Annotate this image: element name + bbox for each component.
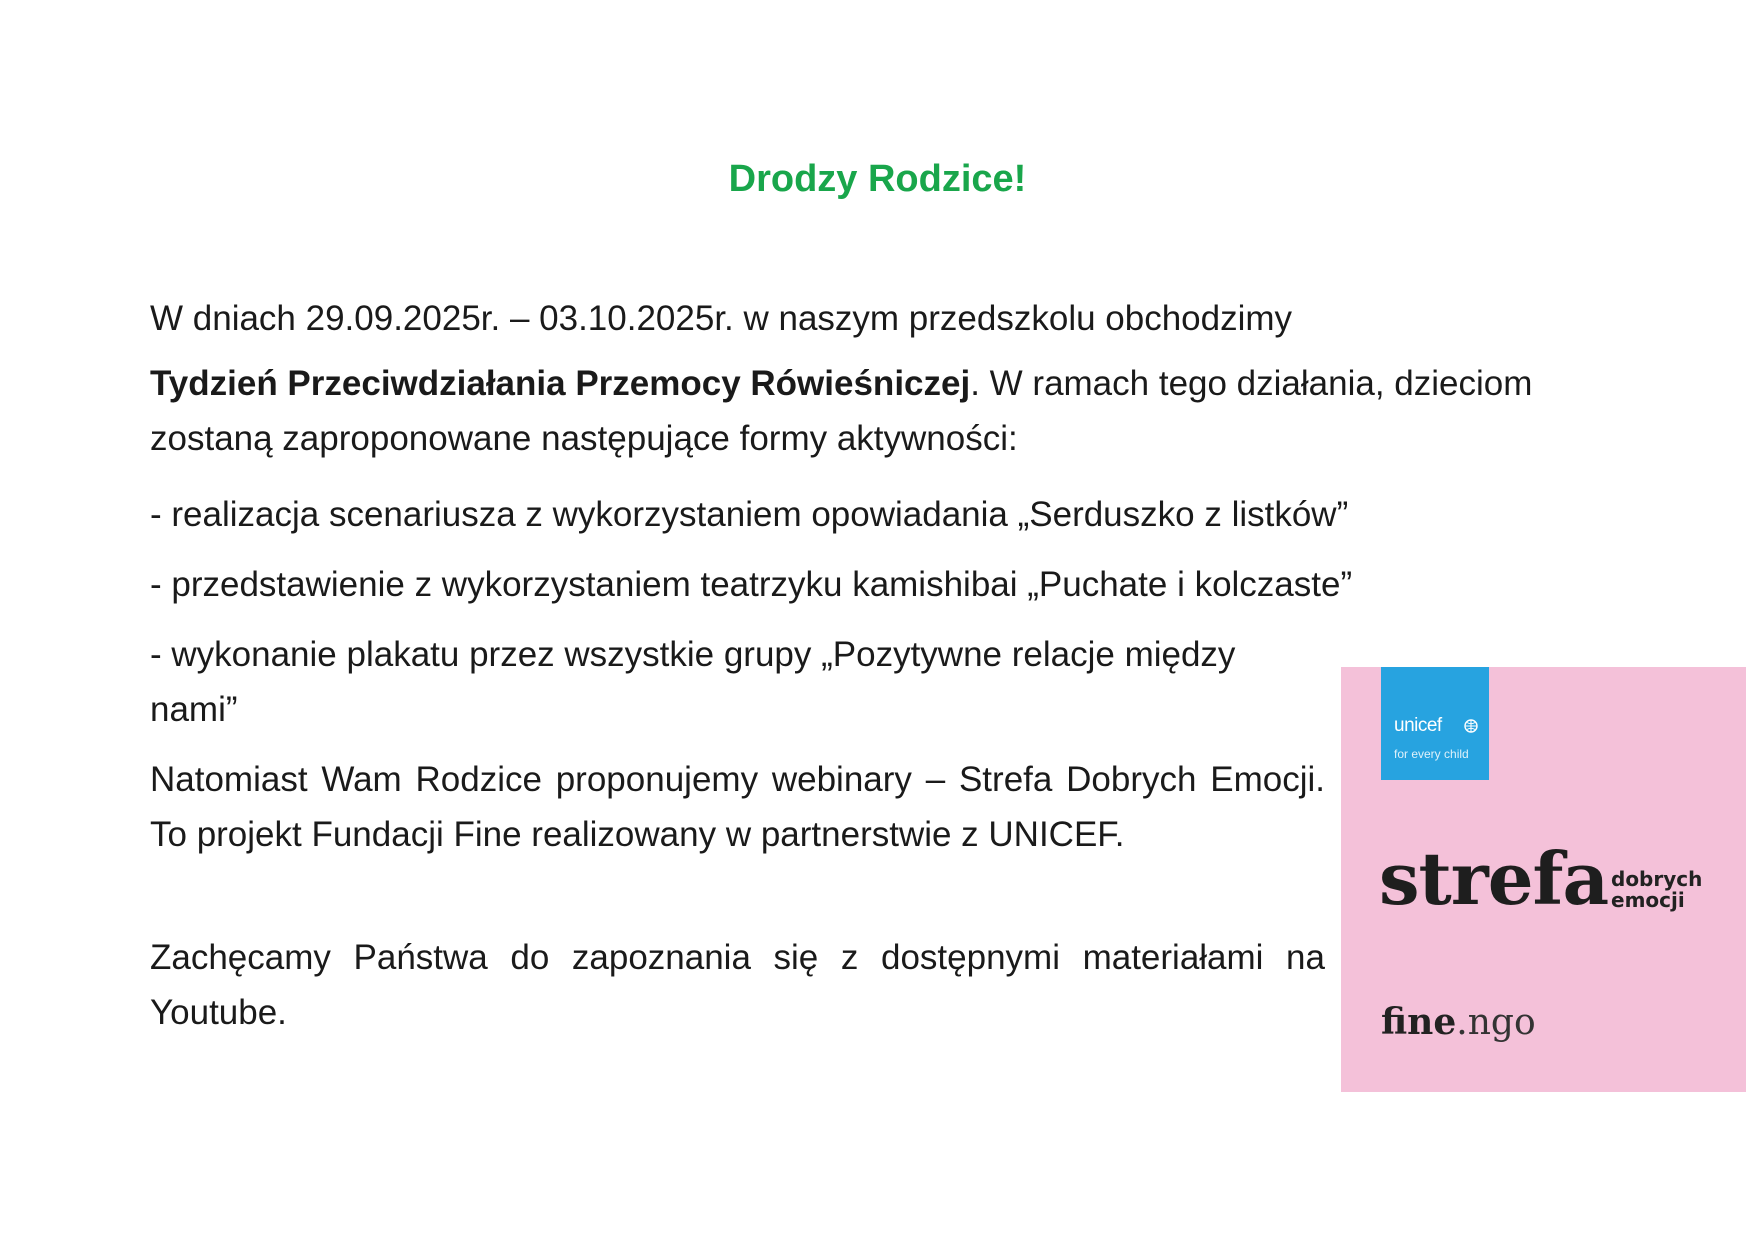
strefa-subtitle-line: dobrych <box>1611 867 1703 891</box>
event-description: . W ramach tego działania, dzieciom zostaną zaproponowane następujące formy aktywności: <box>150 364 1533 458</box>
activity-item: - wykonanie plakatu przez wszystkie grupy „Pozytywne relacje między nami” <box>150 635 1236 729</box>
unicef-tagline: for every child <box>1394 747 1469 761</box>
strefa-wordmark: strefa <box>1379 836 1609 921</box>
event-paragraph <box>150 356 1630 466</box>
closing-paragraph: Zachęcamy Państwa do zapoznania się z dostępnymi materiałami na Youtube. <box>150 938 1325 1032</box>
activity-item: - przedstawienie z wykorzystaniem teatrzyku kamishibai „Puchate i kolczaste” <box>150 565 1353 604</box>
strefa-subtitle <box>1611 869 1702 911</box>
unicef-wordmark: unicef <box>1394 715 1442 736</box>
globe-icon <box>1464 719 1478 733</box>
fine-wordmark: fine <box>1381 1001 1457 1043</box>
intro-line: W dniach 29.09.2025r. – 03.10.2025r. w naszym przedszkolu obchodzimy <box>150 299 1293 338</box>
strefa-dobrych-emocji-logo <box>1341 667 1746 1092</box>
fine-ngo-logo <box>1381 1002 1536 1043</box>
ngo-wordmark: .ngo <box>1456 1002 1536 1043</box>
activity-item: - realizacja scenariusza z wykorzystaniem opowiadania „Serduszko z listków” <box>150 495 1349 534</box>
webinar-paragraph: Natomiast Wam Rodzice proponujemy webinary – Strefa Dobrych Emocji. To projekt Fundacji Fine realizowany w partnerstwie z UNICEF. <box>150 760 1325 854</box>
event-name: Tydzień Przeciwdziałania Przemocy Rówieśniczej <box>150 364 971 403</box>
page-title: Drodzy Rodzice! <box>728 158 1027 200</box>
strefa-subtitle-line: emocji <box>1611 888 1685 912</box>
unicef-logo <box>1381 667 1489 780</box>
